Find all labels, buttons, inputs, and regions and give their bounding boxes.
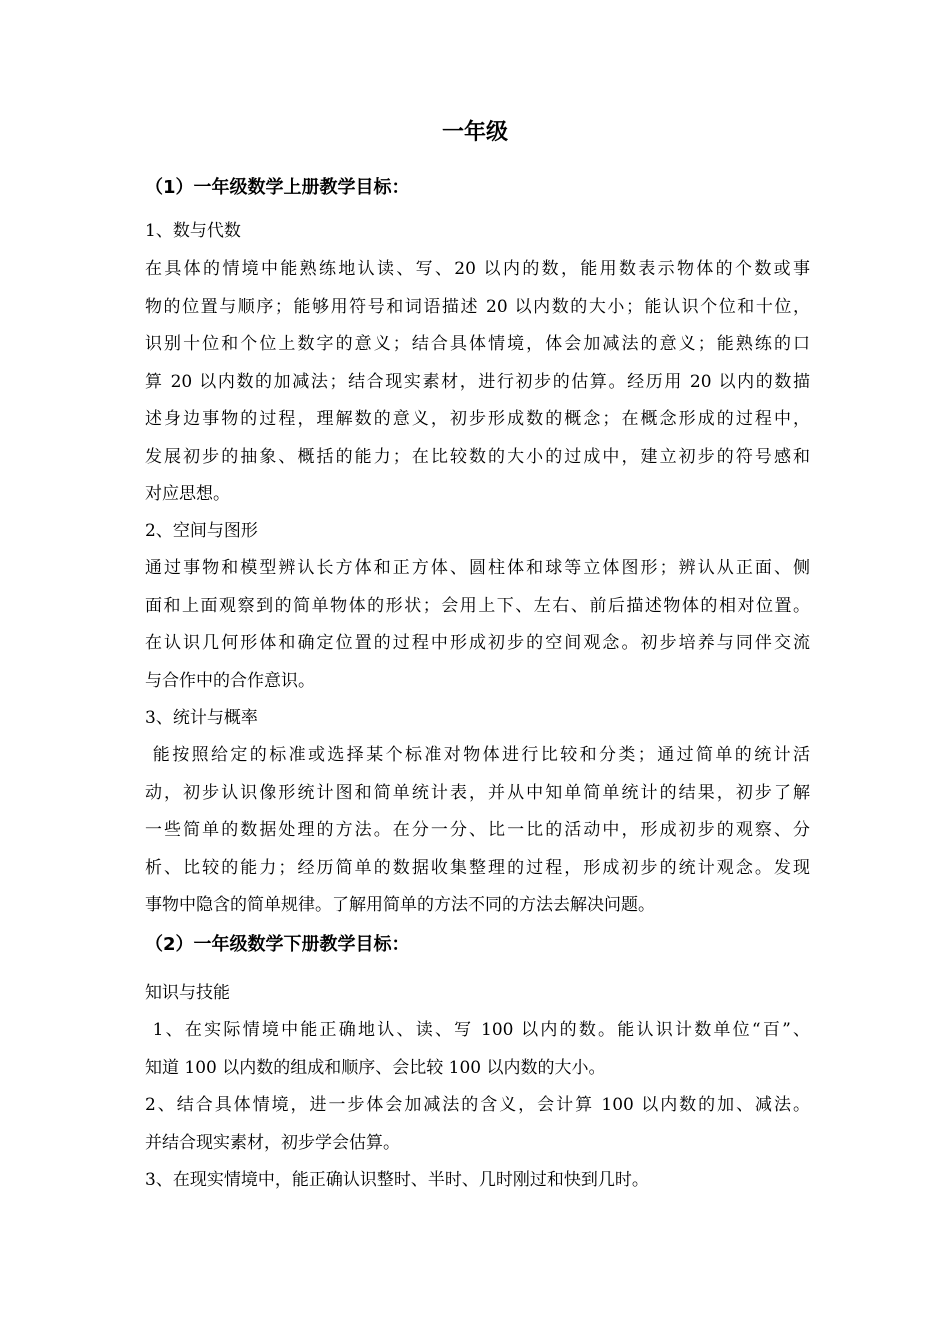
- text-line: 物的位置与顺序；能够用符号和词语描述 20 以内数的大小；能认识个位和十位，: [145, 296, 810, 317]
- subsection-label-number-algebra: [145, 213, 810, 251]
- text-line: 在认识几何形体和确定位置的过程中形成初步的空间观念。初步培养与同伴交流: [145, 633, 810, 653]
- text-line: 1、数与代数: [145, 221, 241, 241]
- text-line: 知识与技能: [145, 983, 230, 1003]
- text-line: 识别十位和个位上数字的意义；结合具体情境，体会加减法的意义；能熟练的口: [145, 334, 810, 354]
- paragraph-statistics: [145, 737, 810, 925]
- text-line: 与合作中的合作意识。: [145, 670, 315, 691]
- text-line: 动，初步认识像形统计图和简单统计表，并从中知单简单统计的结果，初步了解: [145, 782, 810, 803]
- text-line: 能按照给定的标准或选择某个标准对物体进行比较和分类；通过简单的统计活: [145, 745, 810, 765]
- text-line: 2、空间与图形: [145, 521, 258, 541]
- subsection-label-knowledge-skills: [145, 975, 810, 1013]
- section-heading-1: （1）一年级数学上册教学目标：: [145, 177, 410, 198]
- paragraph-space-shape: [145, 550, 810, 700]
- text-line: 述身边事物的过程，理解数的意义，初步形成数的概念；在概念形成的过程中，: [145, 409, 810, 429]
- text-line: 3、在现实情境中，能正确认识整时、半时、几时刚过和快到几时。: [145, 1170, 649, 1190]
- text-line: 在具体的情境中能熟练地认读、写、20 以内的数，能用数表示物体的个数或事: [145, 259, 810, 279]
- text-line: 事物中隐含的简单规律。了解用简单的方法不同的方法去解决问题。: [145, 895, 655, 915]
- text-line: 析、比较的能力；经历简单的数据收集整理的过程，形成初步的统计观念。发现: [145, 857, 810, 878]
- page-title: 一年级: [441, 120, 508, 145]
- subsection-label-space-shape: [145, 513, 810, 551]
- text-line: 面和上面观察到的简单物体的形状；会用上下、左右、前后描述物体的相对位置。: [145, 595, 810, 616]
- paragraph-number-algebra: [145, 251, 810, 514]
- text-line: 算 20 以内数的加减法；结合现实素材，进行初步的估算。经历用 20 以内的数描: [145, 371, 810, 392]
- text-line: 2、结合具体情境，进一步体会加减法的含义，会计算 100 以内数的加、减法。: [145, 1095, 810, 1115]
- text-line: 1、在实际情境中能正确地认、读、写 100 以内的数。能认识计数单位“百”、: [145, 1020, 810, 1040]
- text-line: 通过事物和模型辨认长方体和正方体、圆柱体和球等立体图形；辨认从正面、侧: [145, 558, 810, 578]
- text-line: 3、统计与概率: [145, 708, 258, 728]
- text-line: 发展初步的抽象、概括的能力；在比较数的大小的过成中，建立初步的符号感和: [145, 446, 810, 467]
- text-line: 知道 100 以内数的组成和顺序、会比较 100 以内数的大小。: [145, 1057, 606, 1078]
- paragraph-knowledge-skills: [145, 1012, 810, 1200]
- text-line: 并结合现实素材，初步学会估算。: [145, 1132, 400, 1153]
- subsection-label-statistics: [145, 700, 810, 738]
- text-line: 一些简单的数据处理的方法。在分一分、比一比的活动中，形成初步的观察、分: [145, 820, 810, 840]
- section-heading-2: （2）一年级数学下册教学目标：: [145, 934, 410, 955]
- text-line: 对应思想。: [145, 484, 230, 504]
